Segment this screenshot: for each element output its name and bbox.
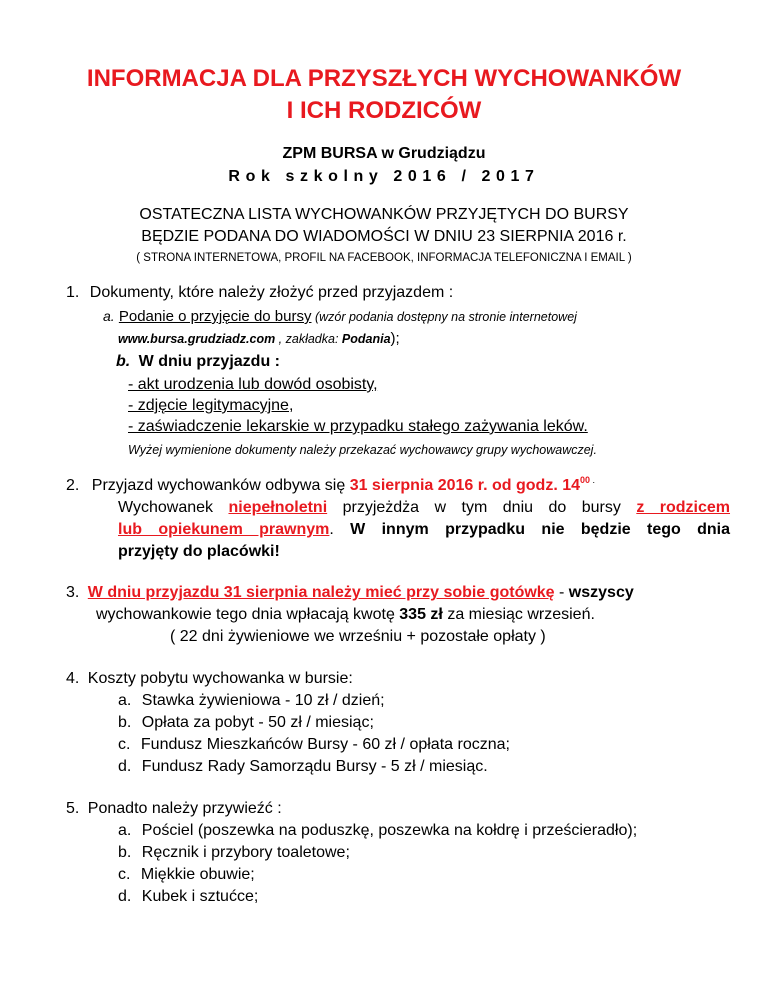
required-document: - zaświadczenie lekarskie w przypadku stałego zażywania leków.	[128, 418, 588, 435]
section-2-number: 2.	[66, 477, 80, 494]
item-a-note-close: );	[390, 330, 400, 347]
school-year: Rok szkolny 2016 / 2017	[228, 168, 540, 185]
cost-item-letter: c.	[118, 736, 131, 753]
bring-item-letter: a.	[118, 822, 132, 839]
section-3-line-2	[96, 604, 595, 626]
all-students: wszyscy	[568, 584, 634, 601]
bring-item-text: Ręcznik i przybory toaletowe;	[141, 844, 350, 861]
bring-item-letter: c.	[118, 866, 131, 883]
bring-item	[118, 820, 637, 842]
cash-requirement: W dniu przyjazdu 31 sierpnia należy mieć przy sobie gotówkę	[87, 584, 555, 601]
required-document: - zdjęcie legitymacyjne,	[128, 397, 294, 414]
cost-item	[118, 756, 488, 778]
minor-highlight: niepełnoletni	[228, 499, 328, 516]
cost-item-letter: d.	[118, 758, 132, 775]
cost-item-text: Fundusz Mieszkańców Bursy - 60 zł / opłata roczna;	[140, 736, 510, 753]
section-4-heading	[66, 668, 353, 690]
bring-item	[118, 842, 350, 864]
sentence-dot: .	[329, 521, 351, 538]
bring-item-letter: b.	[118, 844, 132, 861]
section-1-item-b	[116, 351, 280, 373]
minor-text: Wychowanek	[118, 499, 229, 516]
with-parent-highlight: z rodzicem	[636, 499, 731, 516]
notice-channels: ( STRONA INTERNETOWA, PROFIL NA FACEBOOK, INFORMACJA TELEFONICZNA I EMAIL )	[136, 252, 632, 264]
section-2-line-2	[118, 497, 730, 519]
section-2-line-3	[118, 519, 730, 541]
section-3-line-1	[66, 582, 634, 604]
item-a-letter: a.	[103, 308, 115, 324]
tab-name: Podania	[341, 332, 391, 346]
cost-item	[118, 690, 385, 712]
arrival-dot: .	[590, 475, 596, 485]
website-url[interactable]: www.bursa.grudziadz.com	[118, 332, 276, 346]
cost-item-text: Opłata za pobyt - 50 zł / miesiąc;	[141, 714, 374, 731]
section-3-number: 3.	[66, 584, 80, 601]
payment-text: wychowankowie tego dnia wpłacają kwotę	[96, 606, 400, 623]
cost-item-text: Stawka żywieniowa - 10 zł / dzień;	[141, 692, 385, 709]
page-title-line-2: I ICH RODZICÓW	[286, 97, 482, 124]
payment-amount: 335 zł	[399, 606, 443, 623]
section-1-item-a-cont	[118, 330, 400, 348]
arrival-date: 31 sierpnia 2016 r. od godz. 14	[349, 477, 581, 494]
section-5-title: Ponadto należy przywieźć :	[87, 800, 282, 817]
bring-item	[118, 886, 258, 908]
bring-item-text: Kubek i sztućce;	[141, 888, 259, 905]
section-2-line-1	[66, 475, 595, 497]
item-a-note-mid: , zakładka:	[275, 332, 342, 346]
with-text: przyjeżdża w tym dniu do bursy	[327, 499, 637, 516]
page-title-line-1: INFORMACJA DLA PRZYSZŁYCH WYCHOWANKÓW	[86, 65, 682, 92]
section-1-footnote: Wyżej wymienione dokumenty należy przekazać wychowawcy grupy wychowawczej.	[128, 443, 597, 457]
arrival-hour-minutes: 00	[580, 475, 591, 485]
cost-item-letter: a.	[118, 692, 132, 709]
application-form-link[interactable]: Podanie o przyjęcie do bursy	[118, 308, 312, 325]
cost-item	[118, 734, 510, 756]
item-b-letter: b.	[116, 353, 131, 370]
section-1-number: 1.	[66, 284, 80, 301]
section-1-heading	[66, 282, 453, 304]
notice-line-1: OSTATECZNA LISTA WYCHOWANKÓW PRZYJĘTYCH DO BURSY	[139, 206, 629, 223]
bring-item-text: Miękkie obuwie;	[140, 866, 255, 883]
item-b-title: W dniu przyjazdu :	[138, 353, 280, 370]
payment-month: za miesiąc wrzesień.	[442, 606, 595, 623]
section-1-title: Dokumenty, które należy złożyć przed przyjazdem :	[89, 284, 454, 301]
dash: -	[554, 584, 569, 601]
item-a-note: (wzór podania dostępny na stronie internetowej	[311, 310, 577, 324]
arrival-text: Przyjazd wychowanków odbywa się	[91, 477, 350, 494]
bring-item-text: Pościel (poszewka na poduszkę, poszewka na kołdrę i prześcieradło);	[141, 822, 638, 839]
admission-warning: W innym przypadku nie będzie tego dnia	[350, 521, 731, 538]
admission-warning-end: przyjęty do placówki!	[118, 543, 280, 560]
section-5-number: 5.	[66, 800, 80, 817]
required-document: - akt urodzenia lub dowód osobisty,	[128, 376, 378, 393]
guardian-highlight: lub opiekunem prawnym	[118, 521, 330, 538]
cost-item-text: Fundusz Rady Samorządu Bursy - 5 zł / miesiąc.	[141, 758, 488, 775]
cost-item	[118, 712, 374, 734]
bring-item-letter: d.	[118, 888, 132, 905]
notice-line-2: BĘDZIE PODANA DO WIADOMOŚCI W DNIU 23 SIERPNIA 2016 r.	[141, 228, 627, 245]
section-5-heading	[66, 798, 282, 820]
section-4-number: 4.	[66, 670, 80, 687]
bring-item	[118, 864, 255, 886]
section-4-title: Koszty pobytu wychowanka w bursie:	[87, 670, 353, 687]
section-1-item-a	[103, 306, 577, 327]
cost-item-letter: b.	[118, 714, 132, 731]
organization-name: ZPM BURSA w Grudziądzu	[282, 145, 486, 162]
section-3-line-3: ( 22 dni żywieniowe we wrześniu + pozostałe opłaty )	[170, 628, 546, 645]
